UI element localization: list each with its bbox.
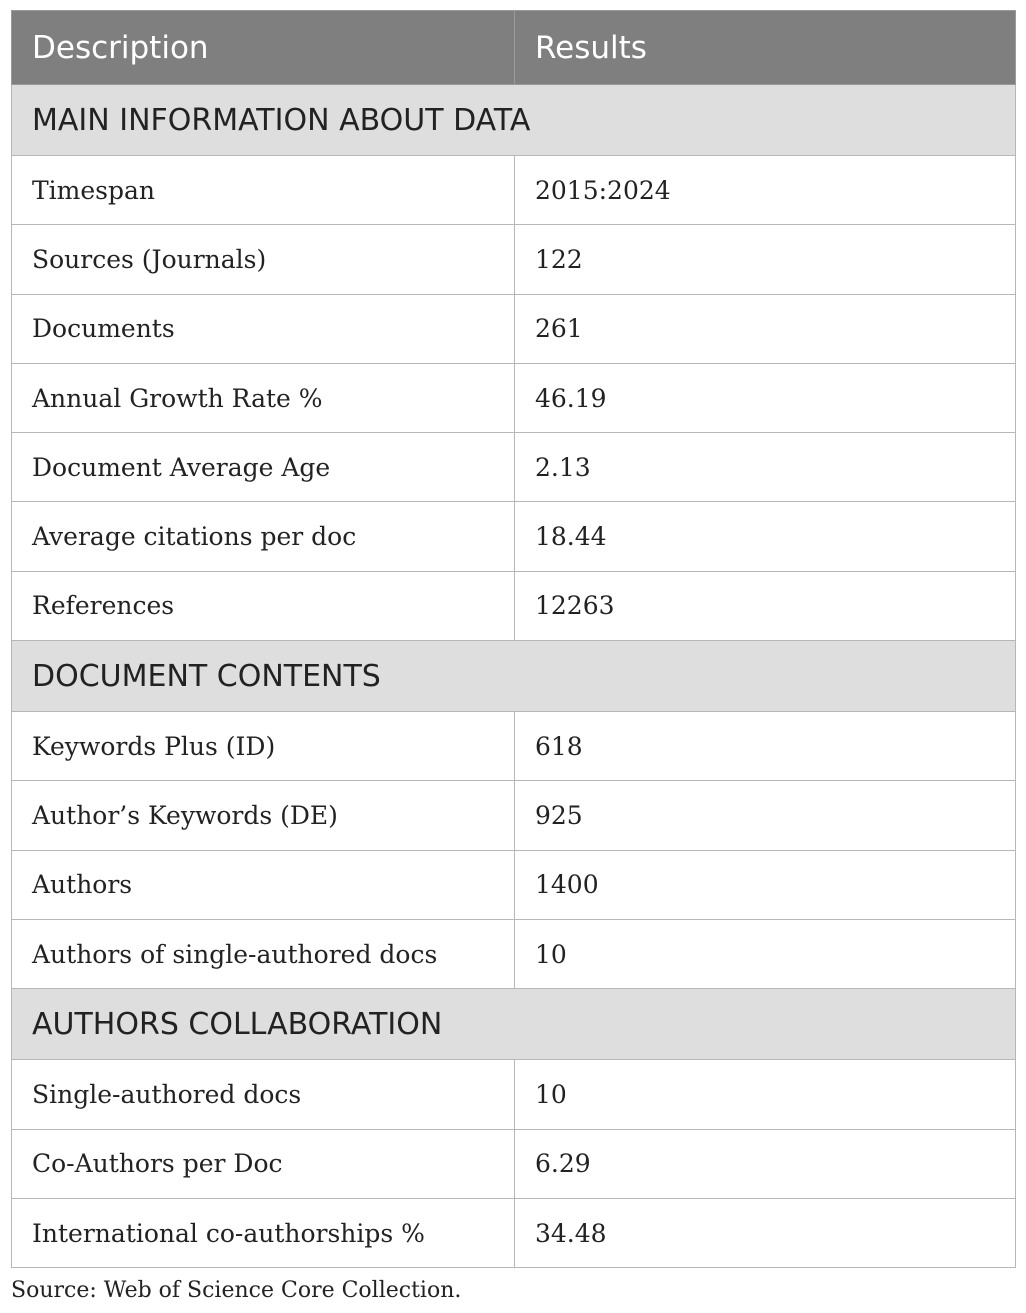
row-label: Document Average Age [12, 433, 515, 502]
table-row [12, 156, 1016, 225]
section-header-main-information [12, 85, 1016, 156]
row-value: 618 [515, 712, 1016, 781]
row-value: 2.13 [515, 433, 1016, 502]
row-label: Average citations per doc [12, 502, 515, 571]
table-row [12, 363, 1016, 432]
section-header-document-contents [12, 641, 1016, 712]
row-label: Authors [12, 850, 515, 919]
row-value: 10 [515, 1060, 1016, 1129]
row-value: 12263 [515, 571, 1016, 640]
table-row [12, 712, 1016, 781]
row-value: 6.29 [515, 1129, 1016, 1198]
table-row [12, 1129, 1016, 1198]
table-row [12, 571, 1016, 640]
section-title: AUTHORS COLLABORATION [12, 989, 1016, 1060]
table-row [12, 1198, 1016, 1267]
data-table-container [11, 10, 1015, 1268]
section-title: MAIN INFORMATION ABOUT DATA [12, 85, 1016, 156]
row-label: International co-authorships % [12, 1198, 515, 1267]
section-header-authors-collaboration [12, 989, 1016, 1060]
table-row [12, 294, 1016, 363]
row-value: 261 [515, 294, 1016, 363]
row-value: 10 [515, 919, 1016, 988]
table-row [12, 850, 1016, 919]
row-value: 34.48 [515, 1198, 1016, 1267]
row-value: 2015:2024 [515, 156, 1016, 225]
table-row [12, 433, 1016, 502]
table-row [12, 502, 1016, 571]
header-description: Description [12, 11, 515, 85]
table-row [12, 1060, 1016, 1129]
section-title: DOCUMENT CONTENTS [12, 641, 1016, 712]
row-value: 1400 [515, 850, 1016, 919]
table-row [12, 225, 1016, 294]
header-results: Results [515, 11, 1016, 85]
row-label: Author’s Keywords (DE) [12, 781, 515, 850]
source-note: Source: Web of Science Core Collection. [11, 1278, 462, 1303]
table-row [12, 919, 1016, 988]
main-information-table [11, 10, 1016, 1268]
row-label: Single-authored docs [12, 1060, 515, 1129]
table-row [12, 781, 1016, 850]
row-label: Sources (Journals) [12, 225, 515, 294]
row-label: References [12, 571, 515, 640]
row-value: 46.19 [515, 363, 1016, 432]
row-label: Co-Authors per Doc [12, 1129, 515, 1198]
row-value: 925 [515, 781, 1016, 850]
row-label: Documents [12, 294, 515, 363]
row-label: Authors of single-authored docs [12, 919, 515, 988]
row-label: Timespan [12, 156, 515, 225]
row-value: 18.44 [515, 502, 1016, 571]
row-value: 122 [515, 225, 1016, 294]
table-header-row [12, 11, 1016, 85]
row-label: Annual Growth Rate % [12, 363, 515, 432]
row-label: Keywords Plus (ID) [12, 712, 515, 781]
